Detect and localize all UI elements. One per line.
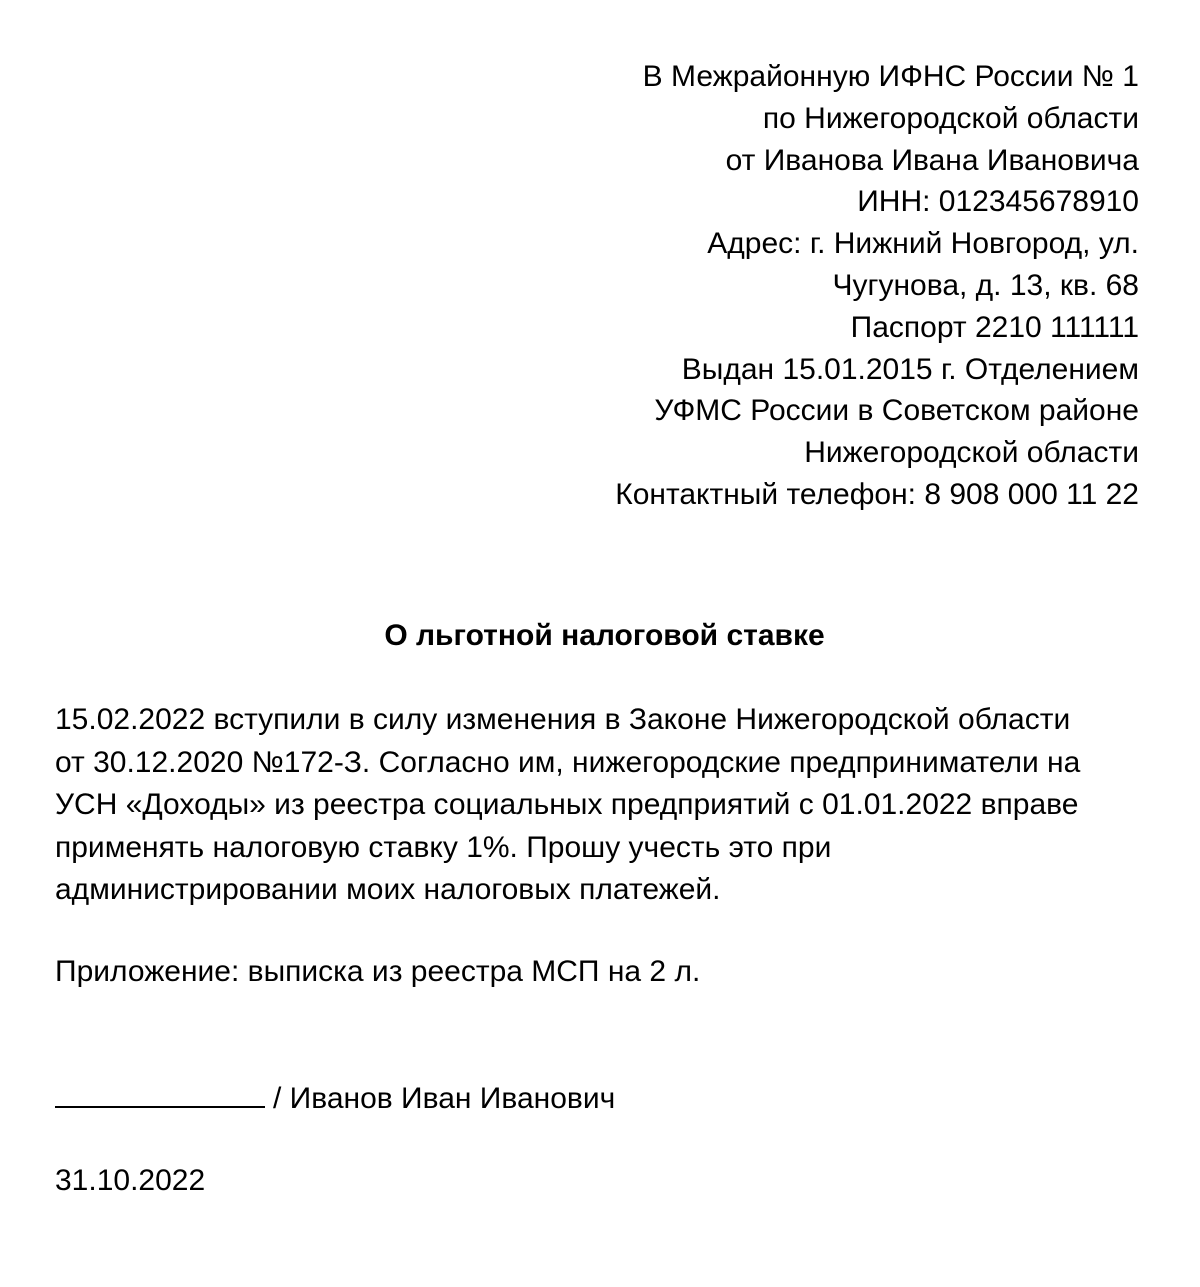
signature-block — [55, 1076, 615, 1120]
recipient-line-sender: от Иванова Ивана Ивановича — [725, 143, 1139, 177]
recipient-line-tax-office: В Межрайонную ИФНС России № 1 — [642, 60, 1139, 93]
document-title: О льготной налоговой ставке — [384, 619, 825, 652]
appendix-note: Приложение: выписка из реестра МСП на 2 л. — [55, 955, 701, 988]
recipient-line-passport: Паспорт 2210 111111 — [850, 310, 1139, 344]
body-line: от 30.12.2020 №172-З. Согласно им, нижегородские предприниматели на — [55, 745, 1081, 779]
recipient-line-issued: Выдан 15.01.2015 г. Отделением — [681, 352, 1139, 386]
signature-line — [55, 1076, 265, 1108]
body-line: УСН «Доходы» из реестра социальных предприятий с 01.01.2022 вправе — [55, 788, 1079, 821]
recipient-line-issuer-region: Нижегородской области — [804, 436, 1139, 470]
recipient-line-address-cont: Чугунова, д. 13, кв. 68 — [832, 268, 1139, 302]
recipient-line-inn: ИНН: 012345678910 — [857, 185, 1139, 219]
document-body — [55, 699, 1080, 912]
body-line: 15.02.2022 вступили в силу изменения в Законе Нижегородской области — [55, 703, 1071, 736]
body-line: администрировании моих налоговых платежей. — [55, 873, 721, 906]
recipient-line-region: по Нижегородской области — [762, 101, 1139, 135]
document-date: 31.10.2022 — [55, 1164, 206, 1197]
signature-name: / Иванов Иван Иванович — [273, 1082, 616, 1115]
recipient-line-address: Адрес: г. Нижний Новгород, ул. — [707, 227, 1139, 261]
recipient-block — [615, 56, 1139, 516]
recipient-line-phone: Контактный телефон: 8 908 000 11 22 — [615, 477, 1139, 511]
recipient-line-issuer: УФМС России в Советском районе — [654, 394, 1139, 428]
body-line: применять налоговую ставку 1%. Прошу учесть это при — [55, 830, 832, 864]
